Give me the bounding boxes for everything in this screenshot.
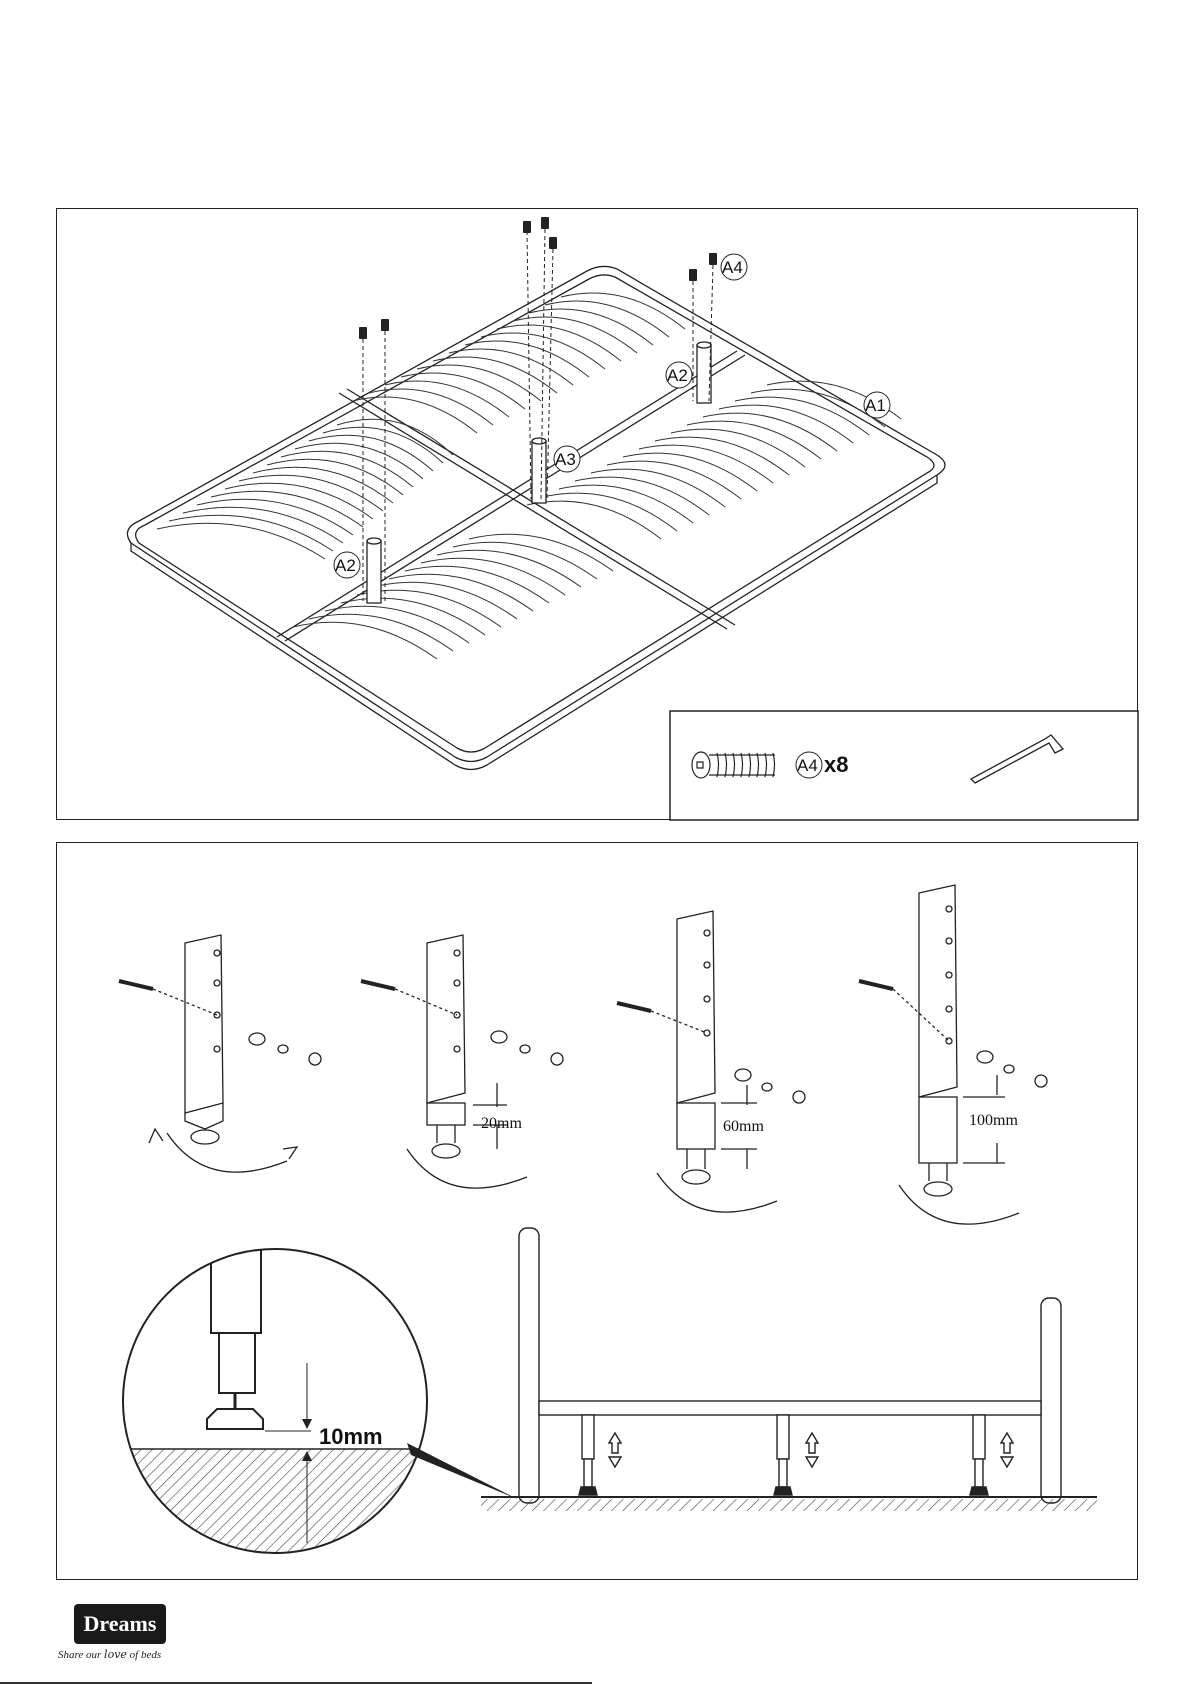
floor-hatch	[481, 1499, 1097, 1511]
callout-a3	[554, 446, 580, 472]
callout-a4-box	[796, 752, 822, 778]
adjustable-foot-2	[774, 1415, 792, 1495]
screw-icons	[359, 217, 717, 339]
detail-magnifier	[117, 1243, 517, 1569]
assembly-diagram-panel	[56, 208, 1138, 820]
callout-a1	[864, 392, 890, 418]
svg-text:A3: A3	[555, 450, 576, 469]
gap-label: 10mm	[319, 1424, 383, 1449]
leg-stage-2	[361, 935, 563, 1188]
adjust-arrow-icons	[609, 1433, 1013, 1467]
leg-stage-1	[119, 935, 321, 1172]
svg-text:A4: A4	[797, 756, 818, 775]
height-label-20: 20mm	[481, 1115, 522, 1132]
footer-rule	[0, 1682, 592, 1684]
hardware-box	[670, 711, 1138, 820]
dreams-logo	[74, 1604, 166, 1644]
screw-quantity: x8	[824, 752, 849, 777]
leg-stage-3	[617, 911, 805, 1212]
adjustable-foot-1	[579, 1415, 597, 1495]
leg-adjustment-illustration	[57, 843, 1139, 1581]
svg-text:A4: A4	[722, 258, 743, 277]
brand-tagline: Share our love of beds	[58, 1648, 162, 1661]
slats-upper	[157, 293, 685, 559]
svg-text:A2: A2	[335, 556, 356, 575]
callout-a4	[721, 254, 747, 280]
height-label-100: 100mm	[969, 1112, 1018, 1129]
slats-lower	[293, 381, 901, 659]
callout-a2-left	[334, 552, 360, 578]
height-label-60: 60mm	[723, 1118, 764, 1135]
adjustable-foot-3	[970, 1415, 988, 1495]
leg-height-adjustment-panel	[56, 842, 1138, 1580]
svg-text:A2: A2	[667, 366, 688, 385]
bed-frame-illustration	[57, 209, 1139, 821]
svg-text:A1: A1	[865, 396, 886, 415]
brand-name: Dreams	[83, 1611, 157, 1636]
leg-stage-4	[859, 885, 1047, 1224]
callout-a2-right	[666, 362, 692, 388]
screw-guides	[363, 229, 713, 601]
